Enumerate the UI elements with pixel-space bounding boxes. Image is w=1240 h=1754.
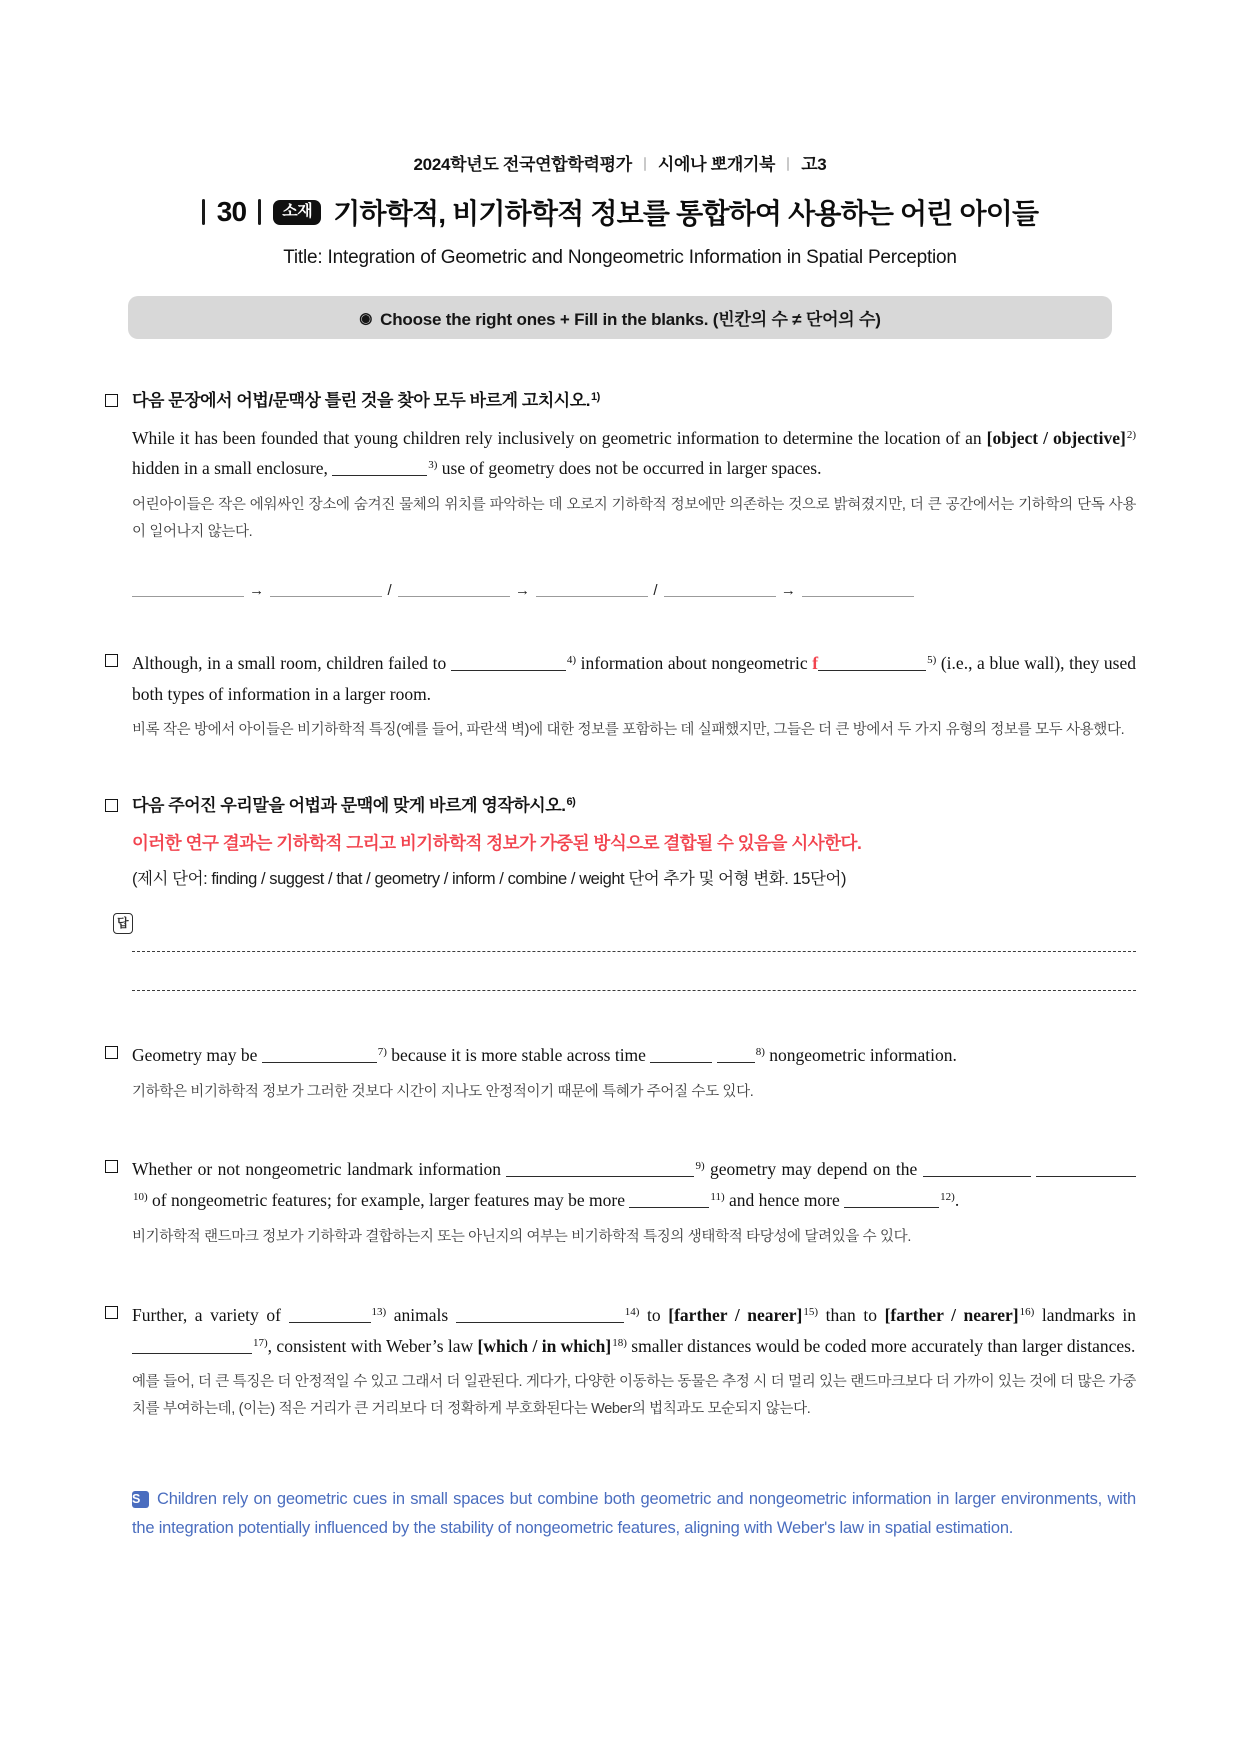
item-passage: Although, in a small room, children failed to $^{4)}$ information about nongeometric f $^{5)}$ (i.e., a blue wall), they used both types of information in a larger room. bbox=[132, 652, 1136, 704]
item-body bbox=[132, 388, 1136, 599]
fill-blank bbox=[398, 584, 510, 597]
fill-blank bbox=[132, 584, 244, 597]
choice-options: [which / in which] bbox=[477, 1335, 612, 1356]
exercise-item-5 bbox=[104, 1154, 1136, 1250]
fill-blank bbox=[1036, 1164, 1136, 1177]
page-header bbox=[104, 150, 1136, 175]
item-body bbox=[132, 1040, 1136, 1106]
doc-title bbox=[104, 192, 1136, 232]
item-passage: While it has been founded that young children rely inclusively on geometric information to determine the location of an [object / objective]$^{2)}$ hidden in a small enclosure, $^{3)}$ use of geometry does not be occurred in larger spaces. bbox=[132, 427, 1136, 479]
exercise-item-3 bbox=[104, 793, 1136, 991]
fill-blank bbox=[717, 1050, 755, 1063]
footnote-number: 15) bbox=[803, 1305, 819, 1318]
footnote-number: 16) bbox=[1019, 1305, 1035, 1318]
item-translation: 비록 작은 방에서 아이들은 비기하학적 특징(예를 들어, 파란색 벽)에 대한 정보를 포함하는 데 실패했지만, 그들은 더 큰 방에서 두 가지 유형의 정보를 모두 사용했다. bbox=[132, 722, 1125, 739]
checkbox-icon bbox=[105, 1046, 118, 1059]
choice-options: [farther / nearer] bbox=[668, 1304, 803, 1325]
fill-blank bbox=[456, 1310, 624, 1323]
item-prompt: 다음 주어진 우리말을 어법과 문맥에 맞게 바르게 영작하시오.$^{6)}$ bbox=[132, 796, 576, 816]
answer-line bbox=[132, 951, 1136, 952]
grade-label: 고3 bbox=[801, 155, 827, 174]
item-body bbox=[132, 1300, 1136, 1423]
fill-blank bbox=[629, 1195, 709, 1208]
footnote-number: 10) bbox=[133, 1191, 148, 1204]
fill-blank bbox=[270, 584, 382, 597]
fill-blank bbox=[802, 584, 914, 597]
summary bbox=[132, 1485, 1136, 1544]
item-translation: 기하학은 비기하학적 정보가 그러한 것보다 시간이 지나도 안정적이기 때문에 특혜가 주어질 수도 있다. bbox=[132, 1083, 754, 1100]
summary-badge: S bbox=[132, 1491, 149, 1508]
item-passage: Geometry may be $^{7)}$ because it is more stable across time $^{8)}$ nongeometric information. bbox=[132, 1044, 957, 1065]
english-subtitle: Title: Integration of Geometric and Nongeometric Information in Spatial Perception bbox=[283, 247, 957, 268]
item-prompt: 다음 문장에서 어법/문맥상 틀린 것을 찾아 모두 바르게 고치시오.$^{1)}$ bbox=[132, 391, 600, 410]
item-translation: 어린아이들은 작은 에워싸인 장소에 숨겨진 물체의 위치를 파악하는 데 오로지 기하학적 정보에만 의존하는 것으로 밝혀졌지만, 더 큰 공간에서는 기하학의 단독 사용이 일어나지 않는다. bbox=[132, 497, 1136, 540]
topic-badge: 소재 bbox=[273, 200, 321, 225]
footnote-number: 7) bbox=[377, 1045, 387, 1058]
fill-blank bbox=[536, 584, 648, 597]
item-body bbox=[132, 648, 1136, 744]
checkbox-icon bbox=[105, 1306, 118, 1319]
fill-blank bbox=[664, 584, 776, 597]
divider-bar-icon bbox=[644, 157, 646, 171]
checkbox-icon bbox=[105, 394, 118, 407]
fill-blank bbox=[332, 463, 427, 476]
fill-blank bbox=[506, 1164, 694, 1177]
exercise-item-1 bbox=[104, 388, 1136, 599]
correction-line: → / → / → bbox=[132, 582, 1136, 599]
exercise-item-2 bbox=[104, 648, 1136, 744]
footnote-number: 6) bbox=[566, 796, 576, 809]
choice-options: [object / objective] bbox=[986, 427, 1126, 448]
divider-bar-icon bbox=[787, 157, 789, 171]
summary-text: Children rely on geometric cues in small spaces but combine both geometric and nongeometric information in larger environments, with the integration potentially influenced by the stability of nongeometric features, aligning with Weber's law in spatial estimation. bbox=[132, 1490, 1136, 1538]
item-translation: 예를 들어, 더 큰 특징은 더 안정적일 수 있고 그래서 더 일관된다. 게다가, 다양한 이동하는 동물은 추정 시 더 멀리 있는 랜드마크보다 더 가까이 있는 것에 더 많은 가중치를 부여하는데, (이는) 적은 거리가 큰 거리보다 더 정확하게 부호화된다는 Weber의 법칙과도 모순되지 않는다. bbox=[132, 1374, 1136, 1418]
fill-blank bbox=[132, 1341, 252, 1354]
footnote-number: 1) bbox=[591, 391, 600, 403]
item-passage: Further, a variety of $^{13)}$ animals $^{14)}$ to [farther / nearer]$^{15)}$ than to [farther / nearer]$^{16)}$ landmarks in $^{17)}$, consistent with Weber’s law [which / in which]$^{18)}$ smaller distances would be coded more accurately than larger distances. bbox=[132, 1304, 1137, 1356]
choice-options: [farther / nearer] bbox=[884, 1304, 1019, 1325]
footnote-number: 18) bbox=[612, 1336, 627, 1349]
footnote-number: 12) bbox=[940, 1191, 955, 1204]
word-hint: (제시 단어: finding / suggest / that / geometry / inform / combine / weight 단어 추가 및 어형 변화. 15단어) bbox=[132, 869, 847, 888]
question-number: 30 bbox=[216, 196, 247, 227]
fill-blank bbox=[451, 658, 566, 671]
worksheet-page bbox=[104, 0, 1136, 1544]
fill-blank bbox=[262, 1050, 377, 1063]
footnote-number: 4) bbox=[566, 653, 577, 666]
answer-line bbox=[132, 990, 1136, 991]
fill-blank bbox=[650, 1050, 712, 1063]
footnote-number: 9) bbox=[695, 1160, 705, 1173]
footnote-number: 8) bbox=[755, 1045, 765, 1058]
title-text: 기하학적, 비기하학적 정보를 통합하여 사용하는 어린 아이들 bbox=[333, 198, 1039, 229]
title-divider-icon bbox=[202, 199, 205, 225]
checkbox-icon bbox=[105, 654, 118, 667]
fill-blank bbox=[844, 1195, 939, 1208]
footnote-number: 2) bbox=[1126, 428, 1136, 441]
item-passage: Whether or not nongeometric landmark information $^{9)}$ geometry may depend on the $^{10)}$ of nongeometric features; for example, larger features may be more $^{11)}$ and hence more $^{12)}$. bbox=[132, 1154, 1136, 1216]
footnote-number: 5) bbox=[927, 653, 937, 666]
answer-badge: 답 bbox=[113, 913, 133, 934]
title-divider-icon bbox=[258, 199, 261, 225]
footnote-number: 3) bbox=[428, 459, 438, 472]
fill-blank bbox=[818, 658, 926, 671]
answer-area bbox=[117, 913, 1136, 991]
footnote-number: 14) bbox=[624, 1305, 640, 1318]
footnote-number: 13) bbox=[371, 1305, 387, 1318]
fill-blank bbox=[289, 1310, 371, 1323]
target-korean-sentence: 이러한 연구 결과는 기하학적 그리고 비기하학적 정보가 가중된 방식으로 결합될 수 있음을 시사한다. bbox=[132, 832, 862, 853]
fill-blank bbox=[923, 1164, 1031, 1177]
checkbox-icon bbox=[105, 799, 118, 812]
book-name: 시에나 뽀개기북 bbox=[657, 155, 776, 174]
item-body bbox=[117, 793, 1136, 991]
exercise-item-4 bbox=[104, 1040, 1136, 1106]
footnote-number: 17) bbox=[253, 1336, 268, 1349]
item-translation: 비기하학적 랜드마크 정보가 기하학과 결합하는지 또는 아닌지의 여부는 비기하학적 특징의 생태학적 타당성에 달려있을 수 있다. bbox=[132, 1229, 911, 1246]
checkbox-icon bbox=[105, 1160, 118, 1173]
hint-letter: f bbox=[812, 652, 819, 673]
instruction-box bbox=[128, 296, 1112, 339]
exam-name: 2024학년도 전국연합학력평가 bbox=[413, 155, 632, 174]
bullseye-icon: ◉ bbox=[359, 309, 373, 327]
exercise-item-6 bbox=[104, 1300, 1136, 1423]
footnote-number: 11) bbox=[710, 1191, 725, 1204]
item-body bbox=[132, 1154, 1136, 1250]
instruction-text: Choose the right ones + Fill in the blanks. (빈칸의 수 ≠ 단어의 수) bbox=[380, 310, 881, 329]
